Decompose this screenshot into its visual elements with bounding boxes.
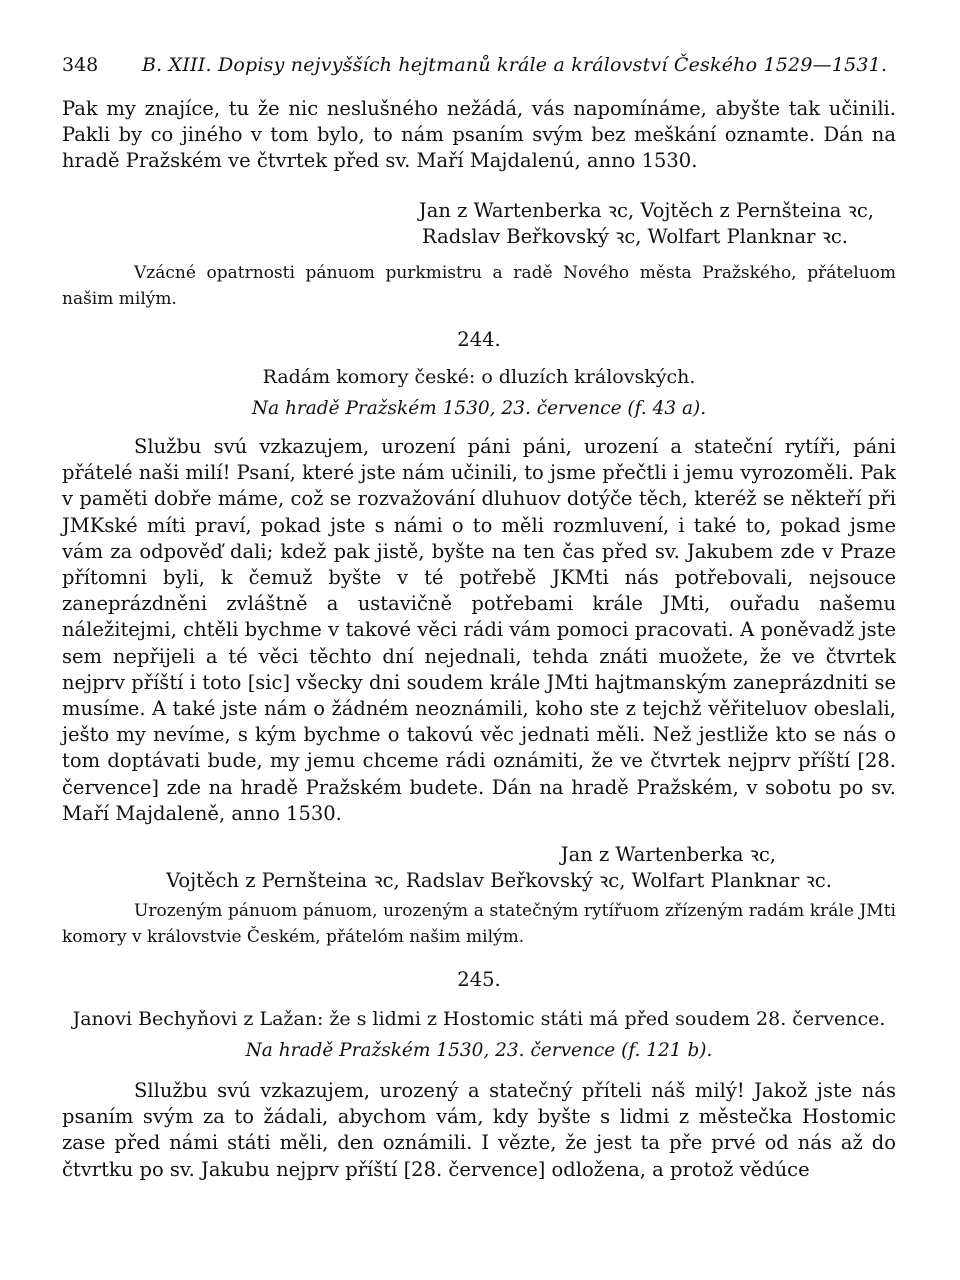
prev-letter-signature-line-1: Jan z Wartenberka ꝛc, Vojtěch z Pernšteina ꝛc,	[418, 199, 874, 222]
letter-245-body-block	[62, 1078, 896, 1183]
letter-245-number: 245.	[457, 968, 501, 991]
letter-244-body-block	[62, 434, 896, 827]
running-header	[62, 54, 902, 76]
letter-244-signature-line-2: Vojtěch z Pernšteina ꝛc, Radslav Beřkovský ꝛc, Wolfart Planknar ꝛc.	[166, 869, 832, 892]
letter-244-number: 244.	[457, 328, 501, 351]
letter-244-address	[62, 898, 896, 950]
prev-letter-body-block	[62, 96, 896, 175]
letter-245-place-date: Na hradě Pražském 1530, 23. července (f. 121 b).	[245, 1040, 713, 1061]
prev-letter-body: Pak my znajíce, tu že nic neslušného nežádá, vás napomínáme, abyšte tak učinili. Pakli by co jiného v tom bylo, to nám psaním svým bez meškání oznamte. Dán na hradě Pražském ve čtvrtek před sv. Maří Majdalenú, anno 1530.	[62, 97, 896, 173]
letter-244-address-text: Urozeným pánuom pánuom, urozeným a statečným rytířuom zřízeným radám krále JMti komory v královstvie Českém, přátelóm našim milým.	[62, 901, 896, 947]
letter-244-place-date: Na hradě Pražském 1530, 23. července (f. 43 a).	[251, 398, 707, 419]
page-number: 348	[62, 54, 99, 76]
letter-245-body: Sllužbu svú vzkazujem, urozený a statečný příteli náš milý! Jakož jste nás psaním svým za to žádali, abychom vám, kdy byšte s lidmi z městečka Hostomic zase před námi státi měli, den oznámili. I vězte, že jest ta pře prvé od nás až do čtvrtku po sv. Jakubu nejprv příští [28. července] odložena, a protož vědúce	[62, 1079, 896, 1181]
letter-244-signature-start	[62, 840, 896, 867]
prev-letter-signature	[62, 198, 896, 250]
letter-244-signature-start-text: Jan z Wartenberka ꝛc,	[560, 843, 776, 866]
prev-letter-signature-line-2: Radslav Beřkovský ꝛc, Wolfart Planknar ꝛc.	[421, 225, 848, 248]
prev-letter-address-text: Vzácné opatrnosti pánuom purkmistru a radě Nového města Pražského, přáteluom našim milým.	[62, 263, 896, 309]
letter-244-summary: Radám komory české: o dluzích královských.	[262, 366, 696, 388]
letter-245-summary: Janovi Bechyňovi z Lažan: že s lidmi z Hostomic státi má před soudem 28. července.	[72, 1008, 886, 1030]
prev-letter-address	[62, 260, 896, 312]
running-title: B. XIII. Dopisy nejvyšších hejtmanů krále a království Českého 1529—1531.	[142, 54, 888, 76]
letter-244-body: Službu svú vzkazujem, urození páni páni, urození a stateční rytíři, páni přátelé naši milí! Psaní, které jste nám učinili, to jsme přečtli i jemu vyrozoměli. Pak v paměti dobře máme, což se rozvažování dluhuov dotýče těch, kteréž se někteří při JMKské míti praví, pokad jste s námi o to měli rozmluvení, i také to, pokad jsme vám za odpověď dali; kdež pak jistě, byšte na ten čas před sv. Jakubem zde v Praze přítomni byli, k čemuž byšte v té potřebě JKMti nás potřebovali, nejsouce zaneprázdněni zvláštně a ustavičně potřebami krále JMti, ouřadu našemu náležitejmi, chtěli bychme v takové věci rádi vám pomoci pracovati. A poněvadž jste sem nepřijeli a té věci těchto dní nejednali, tehda znáti muožete, že ve čtvrtek nejprv příští i toto [sic] všecky dni soudem krále JMti hajtmanským zaneprázdniti se musíme. A také jste nám o žádném neoznámili, koho ste z tejchž věřiteluov obeslali, ješto my nevíme, s kým bychme o takovú věc jednati měli. Než jestliže kto se nás o tom doptávati bude, my jemu chceme rádi oznámiti, že ve čtvrtek nejprv příští [28. července] zde na hradě Pražském budete. Dán na hradě Pražském, v sobotu po sv. Maří Majdaleně, anno 1530.	[62, 435, 896, 825]
